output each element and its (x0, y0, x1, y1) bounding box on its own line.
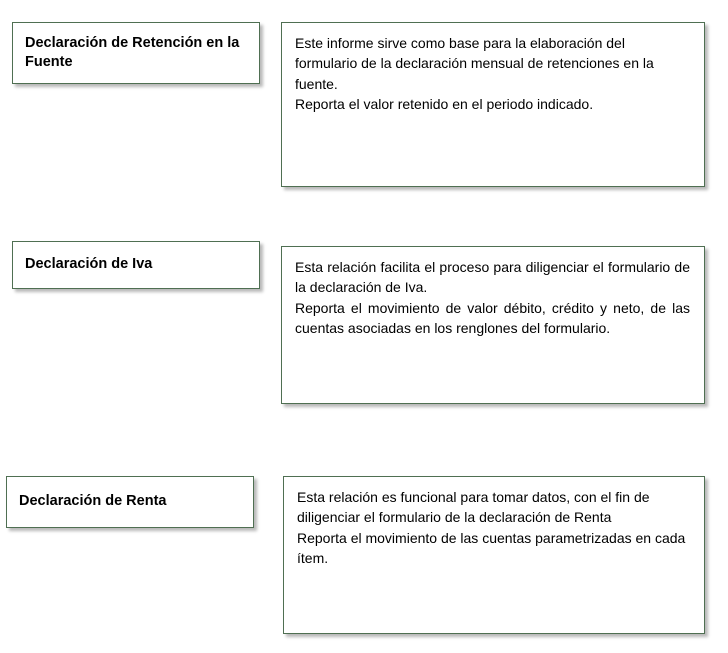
report-label-box-renta (6, 476, 254, 528)
report-description-text: Esta relación es funcional para tomar datos, con el fin de diligenciar el formulario de la declaración de Renta Reporta el movimiento de las cuentas parametrizadas en cada ítem. (297, 489, 686, 566)
report-description-box-iva (281, 246, 705, 404)
report-description-text: Esta relación facilita el proceso para diligenciar el formulario de la declaración de Iva. Reporta el movimiento de valor débito, crédito y neto, de las cuentas asociadas en los renglones del formulario. (295, 259, 690, 336)
report-label-box-iva (12, 241, 260, 289)
report-description-text: Este informe sirve como base para la elaboración del formulario de la declaración mensual de retenciones en la fuente. Reporta el valor retenido en el periodo indicado. (295, 35, 654, 112)
report-label-text: Declaración de Iva (25, 256, 153, 273)
report-label-text: Declaración de Retención en la Fuente (25, 34, 240, 70)
report-label-text: Declaración de Renta (19, 493, 167, 510)
table-row (0, 22, 728, 187)
report-label-box-retencion (12, 22, 260, 84)
report-description-box-renta (283, 476, 705, 634)
table-row (0, 476, 728, 634)
report-description-box-retencion (281, 22, 705, 187)
table-row (0, 241, 728, 404)
